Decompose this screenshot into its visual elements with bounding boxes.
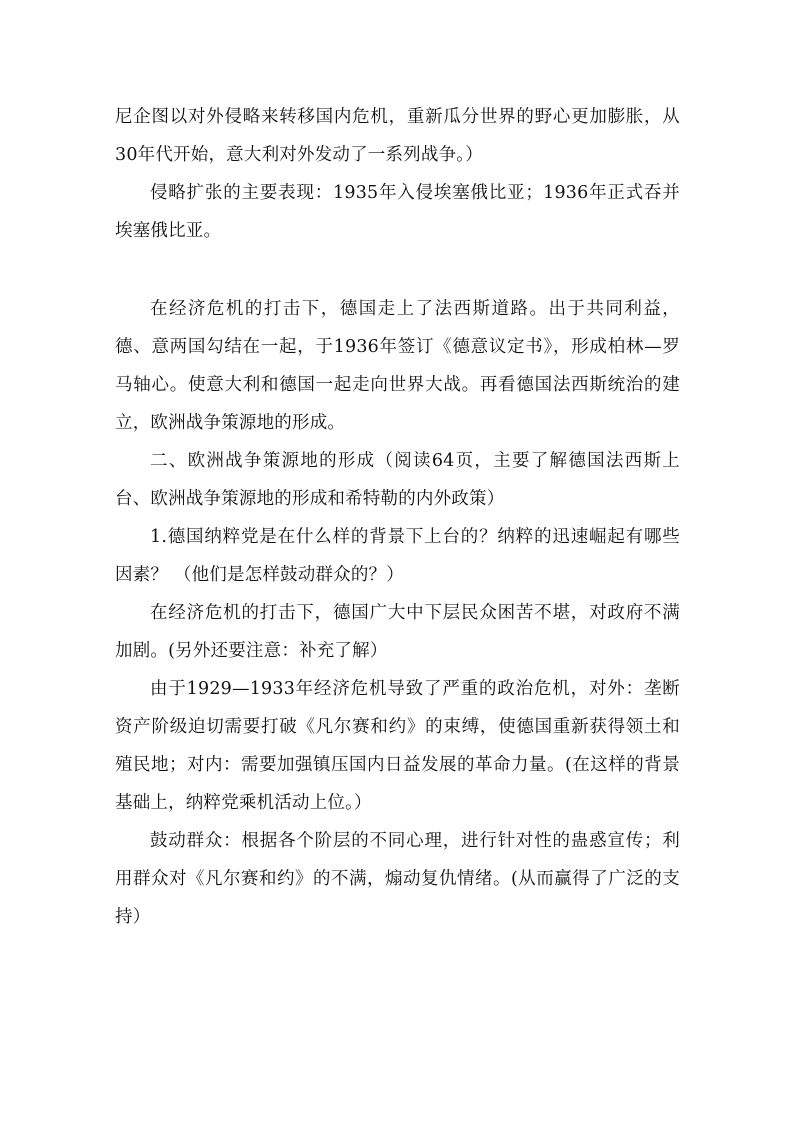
paragraph-gap xyxy=(115,250,680,290)
paragraph-propaganda: 鼓动群众：根据各个阶层的不同心理，进行针对性的蛊惑宣传；利用群众对《凡尔赛和约》的不满，煽动复仇情绪。(从而赢得了广泛的支持） xyxy=(115,831,680,927)
paragraph-axis: 在经济危机的打击下，德国走上了法西斯道路。出于共同利益，德、意两国勾结在一起，于1936年签订《德意议定书》，形成柏林—罗马轴心。使意大利和德国一起走向世界大战。再看德国法西斯统治的建立，欧洲战争策源地的形成。 xyxy=(115,299,680,433)
question-1: 1.德国纳粹党是在什么样的背景下上台的？纳粹的迅速崛起有哪些因素？ （他们是怎样鼓动群众的？） xyxy=(115,527,680,585)
document-body xyxy=(115,98,680,936)
paragraph-continuation: 尼企图以对外侵略来转移国内危机，重新瓜分世界的野心更加膨胀，从30年代开始，意大利对外发动了一系列战争。） xyxy=(115,107,680,165)
paragraph-background: 在经济危机的打击下，德国广大中下层民众困苦不堪，对政府不满加剧。(另外还要注意：补充了解） xyxy=(115,603,680,661)
section-heading: 二、欧洲战争策源地的形成（阅读64页，主要了解德国法西斯上台、欧洲战争策源地的形成和希特勒的内外政策） xyxy=(115,451,680,509)
paragraph-crisis: 由于1929—1933年经济危机导致了严重的政治危机，对外：垄断资产阶级迫切需要打破《凡尔赛和约》的束缚，使德国重新获得领土和殖民地；对内：需要加强镇压国内日益发展的革命力量。(在这样的背景基础上，纳粹党乘机活动上位。） xyxy=(115,679,680,813)
paragraph-expansion: 侵略扩张的主要表现：1935年入侵埃塞俄比亚；1936年正式吞并埃塞俄比亚。 xyxy=(115,183,680,241)
